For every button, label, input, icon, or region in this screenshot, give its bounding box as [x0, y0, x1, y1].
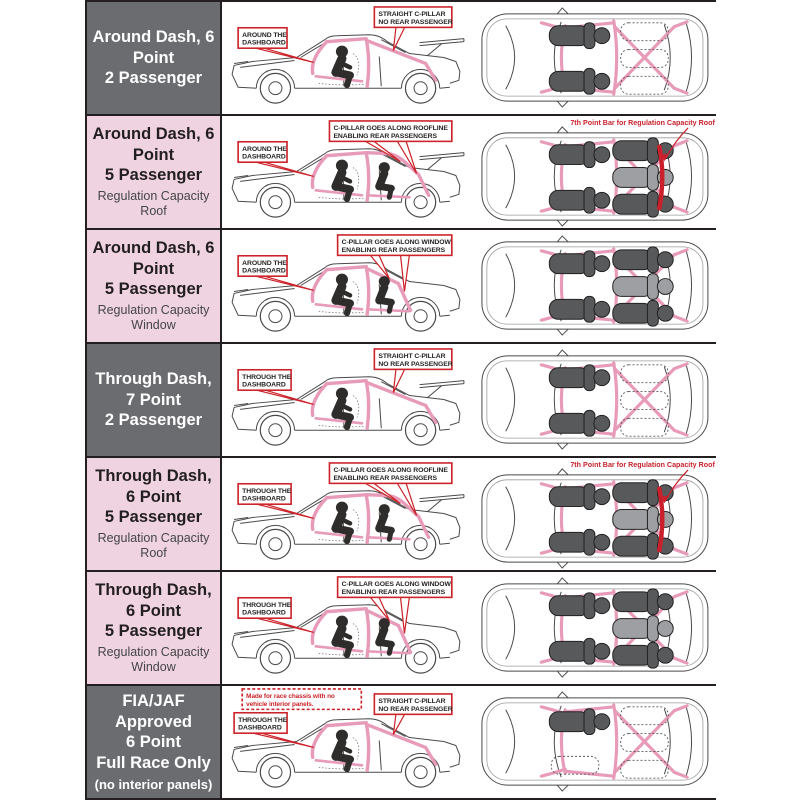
top-car-outline — [482, 578, 708, 677]
callout-text: DASHBOARD — [242, 267, 286, 275]
callout-text: ENABLING REAR PASSENGERS — [333, 132, 437, 140]
occupant-figure — [549, 251, 609, 277]
callout-text: DASHBOARD — [242, 39, 286, 47]
callout-pointer — [393, 368, 405, 392]
row-label — [87, 344, 220, 456]
top-car-outline — [482, 8, 708, 107]
row-label-line: 5 Passenger — [104, 622, 203, 641]
row-label-line: Through Dash, 6 Point — [95, 580, 212, 620]
callout-text: STRAIGHT C-PILLAR — [378, 11, 446, 19]
row-label-line: 5 Passenger — [104, 280, 203, 299]
side-view-drawing — [222, 116, 474, 228]
occupant-figure — [549, 142, 609, 168]
row-label-line: 6 Point — [125, 733, 181, 752]
row-diagram — [222, 230, 718, 342]
config-row — [87, 116, 718, 228]
callout-text: DASHBOARD — [242, 495, 286, 503]
callout-text: STRAIGHT C-PILLAR — [378, 698, 446, 706]
row-diagram — [222, 572, 718, 684]
top-view-drawing — [474, 230, 718, 342]
callout-text: C-PILLAR GOES ALONG WINDOW — [341, 239, 451, 247]
occupant-figure — [549, 593, 609, 619]
side-view-drawing — [222, 572, 474, 684]
callout-text: C-PILLAR GOES ALONG WINDOW — [341, 581, 451, 589]
row-label — [87, 686, 220, 798]
occupant-figure — [613, 616, 673, 642]
row-label-subtitle: Regulation Capacity Window — [97, 302, 210, 333]
callout-text: C-PILLAR GOES ALONG ROOFLINE — [333, 125, 448, 133]
config-row — [87, 344, 718, 456]
top-view-drawing — [474, 686, 718, 798]
top-view-drawing — [474, 344, 718, 456]
callout-text: AROUND THE — [242, 259, 287, 267]
row-diagram — [222, 116, 718, 228]
row-label-line: Full Race Only — [96, 754, 211, 772]
top-view-drawing — [474, 572, 718, 684]
row-diagram — [222, 458, 718, 570]
callout-text: NO REAR PASSENGER — [378, 360, 453, 368]
row-label-subtitle: Regulation Capacity Window — [97, 644, 210, 675]
side-view-drawing — [222, 458, 474, 570]
row-diagram — [222, 686, 718, 798]
row-label-line: Around Dash, 6 Point — [92, 124, 215, 164]
occupant-figure — [549, 709, 609, 735]
side-view-drawing — [222, 686, 474, 798]
callout-pointer — [393, 26, 405, 50]
callout-text: NO REAR PASSENGER — [378, 18, 453, 26]
row-label-line: 5 Passenger — [104, 508, 203, 527]
config-row — [87, 2, 718, 114]
side-rollcage — [312, 39, 435, 87]
top-car-outline — [482, 469, 708, 568]
occupant-figure — [549, 365, 609, 391]
callout-text: ENABLING REAR PASSENGERS — [341, 246, 446, 254]
top-car-outline — [482, 127, 708, 226]
row-label — [87, 230, 220, 342]
row-label — [87, 116, 220, 228]
row-label-line: 2 Passenger — [104, 411, 203, 430]
config-row — [87, 458, 718, 570]
callout-text: AROUND THE — [242, 145, 287, 153]
callout-text: THROUGH THE — [242, 487, 292, 495]
config-row — [87, 230, 718, 342]
row-label-line: Through Dash, 7 Point — [95, 370, 212, 409]
row-label-line: 5 Passenger — [104, 166, 203, 185]
occupant-figure — [613, 589, 673, 615]
row-label-subtitle: (no interior panels) — [94, 776, 213, 792]
row-label-subtitle: Regulation Capacity Roof — [97, 530, 210, 561]
callout-text: DASHBOARD — [238, 724, 282, 732]
top-view-drawing — [474, 116, 718, 228]
callout-text: THROUGH THE — [242, 601, 292, 609]
config-row — [87, 572, 718, 684]
row-label-line: FIA/JAF Approved — [114, 692, 192, 731]
callout-text: ENABLING REAR PASSENGERS — [341, 588, 446, 596]
config-row — [87, 686, 718, 798]
callout-text: AROUND THE — [242, 31, 287, 39]
seventh-point-note: 7th Point Bar for Regulation Capacity Roof — [570, 460, 715, 469]
row-label-line: Through Dash, 6 Point — [95, 466, 212, 506]
side-rollcage — [312, 381, 435, 429]
callout-text: DASHBOARD — [242, 381, 286, 389]
callout-pointer — [364, 482, 401, 503]
row-diagram — [222, 344, 718, 456]
top-view-drawing — [474, 458, 718, 570]
top-car-outline — [482, 350, 708, 449]
callout-pointer — [393, 713, 405, 734]
row-label-line: Around Dash, 6 Point — [92, 28, 215, 67]
top-view-drawing — [474, 2, 718, 114]
row-label — [87, 572, 220, 684]
callout-text: NO REAR PASSENGER — [378, 705, 453, 713]
callout-text: DASHBOARD — [242, 609, 286, 617]
row-label-subtitle: Regulation Capacity Roof — [97, 188, 210, 219]
callout-pointer — [364, 140, 401, 161]
occupant-figure — [549, 23, 609, 49]
occupant-figure — [613, 274, 673, 300]
side-view-drawing — [222, 230, 474, 342]
occupant-figure — [549, 484, 609, 510]
callout-pointer — [400, 596, 409, 633]
top-car-outline — [482, 692, 708, 791]
row-label — [87, 2, 220, 114]
callout-text: THROUGH THE — [242, 373, 292, 381]
row-label-line: 2 Passenger — [104, 69, 203, 88]
callout-text: THROUGH THE — [238, 716, 288, 724]
rollcage-configuration-chart — [85, 0, 716, 800]
side-view-drawing — [222, 2, 474, 114]
callout-pointer — [400, 254, 409, 291]
callout-text: STRAIGHT C-PILLAR — [378, 353, 446, 361]
top-car-outline — [482, 236, 708, 335]
callout-text: Made for race chassis with no — [246, 693, 335, 701]
occupant-figure — [613, 247, 673, 273]
callout-text: vehicle interior panels. — [246, 700, 314, 708]
callout-text: DASHBOARD — [242, 153, 286, 161]
callout-text: C-PILLAR GOES ALONG ROOFLINE — [333, 467, 448, 475]
seventh-point-note: 7th Point Bar for Regulation Capacity Roof — [570, 118, 715, 127]
side-view-drawing — [222, 344, 474, 456]
row-label — [87, 458, 220, 570]
callout-text: ENABLING REAR PASSENGERS — [333, 474, 437, 482]
side-rollcage — [312, 723, 435, 771]
row-label-line: Around Dash, 6 Point — [92, 238, 215, 278]
row-diagram — [222, 2, 718, 114]
